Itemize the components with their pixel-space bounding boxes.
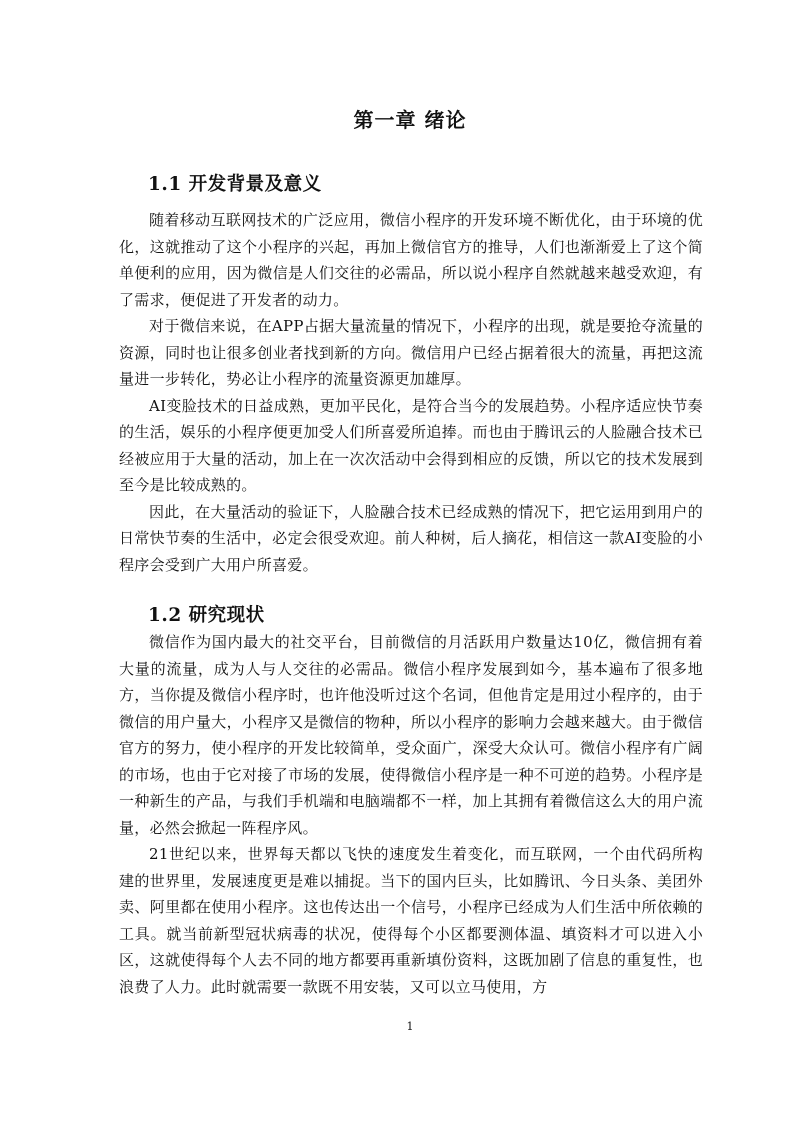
section-body-1-2 bbox=[119, 629, 703, 1000]
chapter-title: 第一章 绪论 bbox=[353, 108, 467, 132]
section-heading-1-1: 1.1 开发背景及意义 bbox=[148, 174, 322, 195]
paragraph: 21世纪以来，世界每天都以飞快的速度发生着变化，而互联网，一个由代码所构建的世界里，发展速度更是难以捕捉。当下的国内巨头，比如腾讯、今日头条、美团外卖、阿里都在使用小程序。这也传达出一个信号，小程序已经成为人们生活中所依赖的工具。就当前新型冠状病毒的状况，使得每个小区都要测体温、填资料才可以进入小区，这就使得每个人去不同的地方都要再重新填份资料，这既加剧了信息的重复性，也浪费了人力。此时就需要一款既不用安装，又可以立马使用，方 bbox=[119, 845, 703, 996]
paragraph: AI变脸技术的日益成熟，更加平民化，是符合当今的发展趋势。小程序适应快节奏的生活，娱乐的小程序便更加受人们所喜爱所追捧。而也由于腾讯云的人脸融合技术已经被应用于大量的活动，加上在一次次活动中会得到相应的反馈，所以它的技术发展到至今是比较成熟的。 bbox=[119, 396, 703, 494]
paragraph: 对于微信来说，在APP占据大量流量的情况下，小程序的出现，就是要抢夺流量的资源，同时也让很多创业者找到新的方向。微信用户已经占据着很大的流量，再把这流量进一步转化，势必让小程序的流量资源更加雄厚。 bbox=[119, 317, 703, 388]
paragraph: 微信作为国内最大的社交平台，目前微信的月活跃用户数量达10亿，微信拥有着大量的流量，成为人与人交往的必需品。微信小程序发展到如今，基本遍布了很多地方，当你提及微信小程序时，也许他没听过这个名词，但他肯定是用过小程序的，由于微信的用户量大，小程序又是微信的物种，所以小程序的影响力会越来越大。由于微信官方的努力，使小程序的开发比较简单，受众面广，深受大众认可。微信小程序有广阔的市场，也由于它对接了市场的发展，使得微信小程序是一种不可逆的趋势。小程序是一种新生的产品，与我们手机端和电脑端都不一样，加上其拥有着微信这么大的用户流量，必然会掀起一阵程序风。 bbox=[119, 633, 703, 837]
paragraph: 随着移动互联网技术的广泛应用，微信小程序的开发环境不断优化，由于环境的优化，这就推动了这个小程序的兴起，再加上微信官方的推导，人们也渐渐爱上了这个简单便利的应用，因为微信是人们交往的必需品，所以说小程序自然就越来越受欢迎，有了需求，便促进了开发者的动力。 bbox=[119, 211, 703, 309]
paragraph: 因此，在大量活动的验证下，人脸融合技术已经成熟的情况下，把它运用到用户的日常快节奏的生活中，必定会很受欢迎。前人种树，后人摘花，相信这一款AI变脸的小程序会受到广大用户所喜爱。 bbox=[119, 502, 703, 574]
page-number: 1 bbox=[406, 1020, 414, 1033]
section-body-1-1 bbox=[119, 207, 703, 578]
section-heading-1-2: 1.2 研究现状 bbox=[148, 605, 265, 626]
